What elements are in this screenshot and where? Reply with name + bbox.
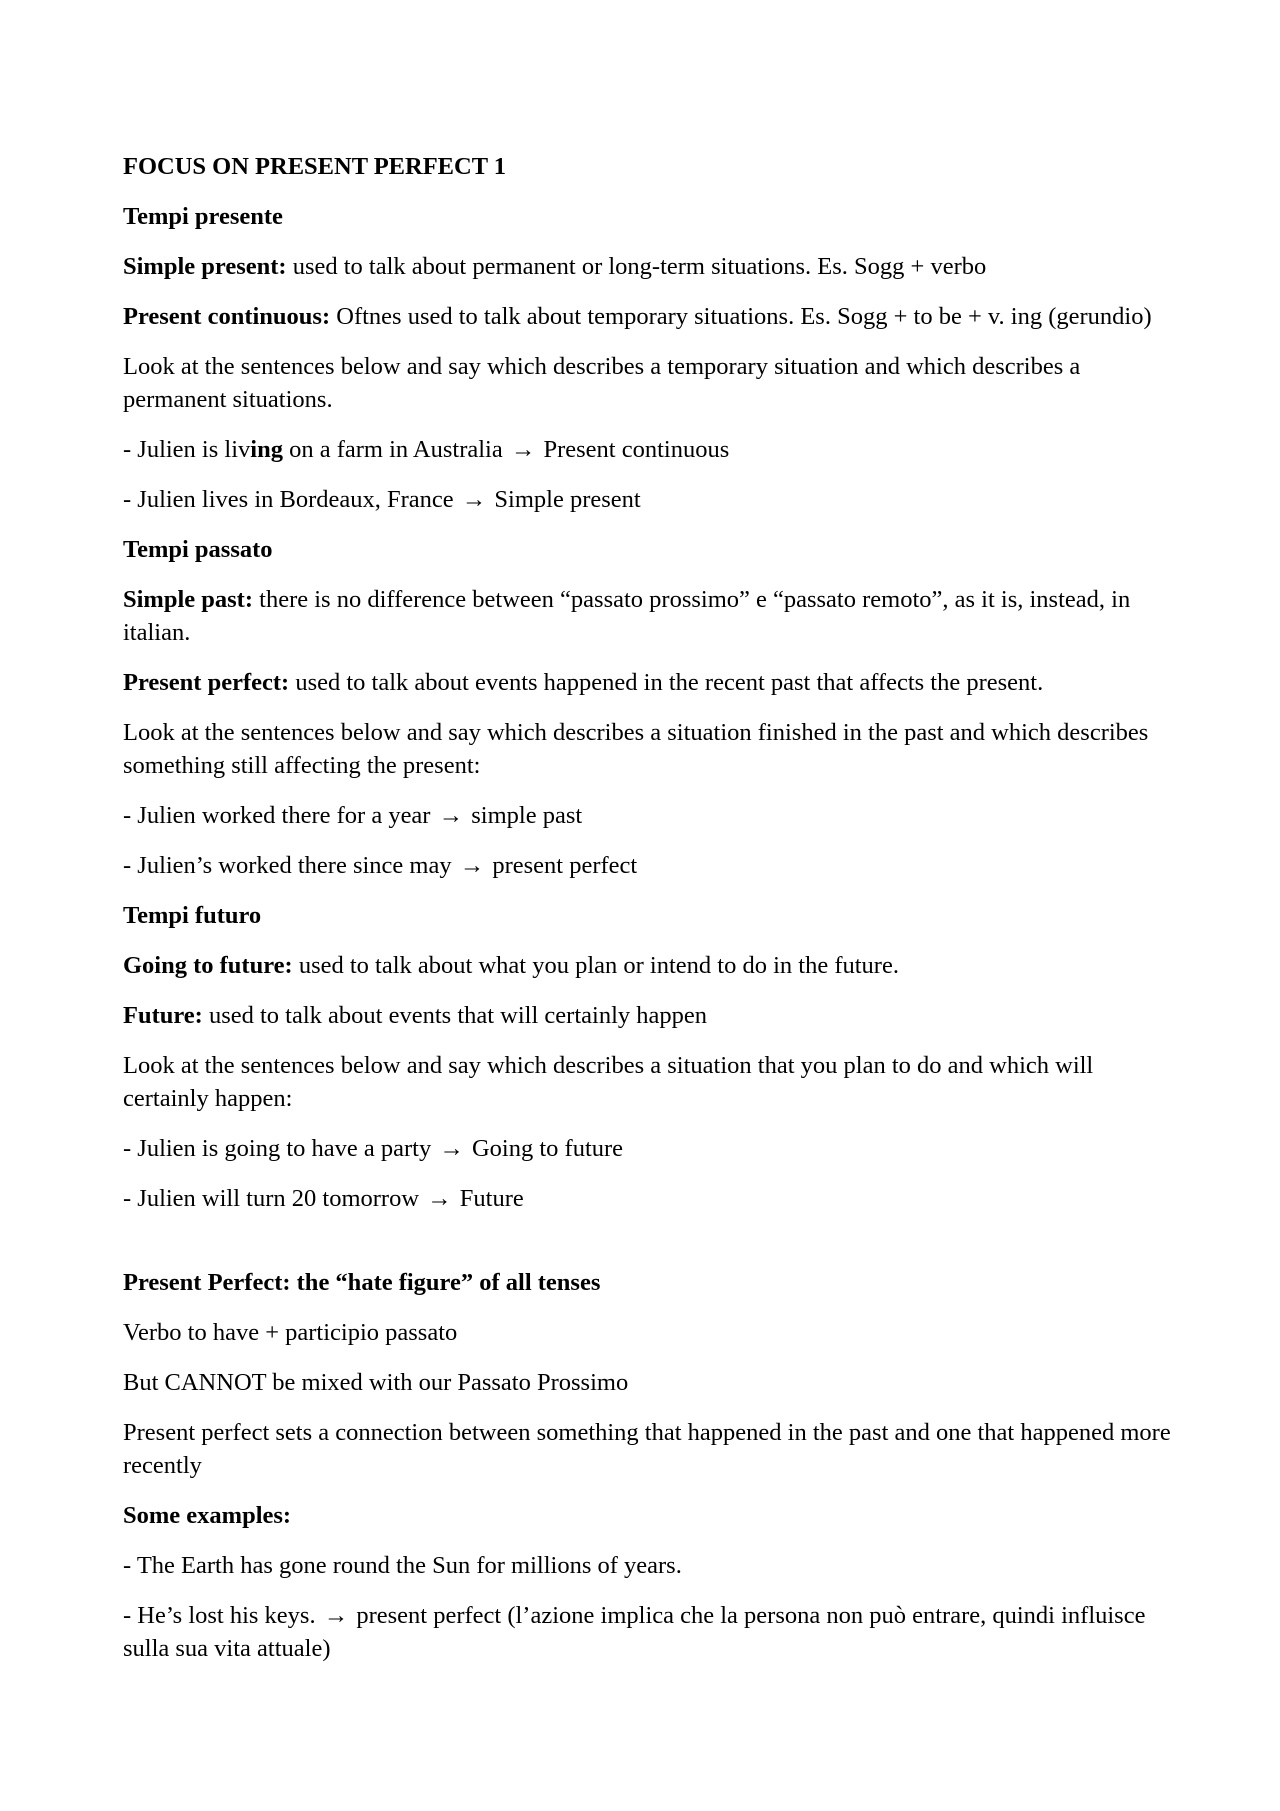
example-text: - Julien is liv [123, 436, 251, 463]
arrow-right-icon: → [427, 1185, 452, 1212]
pp-example-1: - The Earth has gone round the Sun for millions of years. [123, 1552, 682, 1579]
arrow-right-icon: → [461, 486, 487, 513]
section-heading-present-perfect: Present Perfect: the “hate figure” of all tenses [123, 1269, 601, 1296]
examples-heading: Some examples: [123, 1502, 292, 1529]
example-emphasis: ing [250, 436, 283, 463]
arrow-right-icon: → [510, 436, 536, 463]
example-answer: Present continuous [537, 436, 730, 463]
arrow-right-icon: → [459, 852, 485, 879]
pp-example-2 [123, 1599, 1173, 1665]
going-to-future-definition [123, 949, 1173, 982]
document-page [123, 150, 1173, 1682]
future-text: used to talk about events that will certainly happen [202, 1002, 707, 1029]
simple-present-term: Simple present: [123, 253, 287, 280]
section-spacer [123, 1232, 1173, 1266]
present-example-1 [123, 433, 1173, 466]
example-answer: Future [453, 1185, 524, 1212]
present-perfect-formula: Verbo to have + participio passato [123, 1319, 458, 1346]
future-exercise-instructions: Look at the sentences below and say which describes a situation that you plan to do and which will certainly happen: [123, 1052, 1094, 1112]
present-example-2 [123, 483, 1173, 516]
past-example-1 [123, 799, 1173, 832]
example-text: on a farm in Australia [282, 436, 509, 463]
future-definition [123, 999, 1173, 1032]
arrow-right-icon: → [323, 1602, 349, 1629]
example-text: - He’s lost his keys. [123, 1602, 322, 1629]
present-perfect-term: Present perfect: [123, 669, 290, 696]
present-continuous-term: Present continuous: [123, 303, 331, 330]
simple-past-definition [123, 583, 1173, 649]
section-heading-past: Tempi passato [123, 536, 273, 563]
example-answer: present perfect [486, 852, 638, 879]
example-answer: Simple present [488, 486, 641, 513]
present-perfect-description: Present perfect sets a connection between something that happened in the past and one that happened more recently [123, 1419, 1171, 1479]
example-text: - Julien is going to have a party [123, 1135, 438, 1162]
example-text: - Julien lives in Bordeaux, France [123, 486, 460, 513]
example-answer: simple past [465, 802, 583, 829]
simple-present-text: used to talk about permanent or long-term situations. Es. Sogg + verbo [286, 253, 987, 280]
past-exercise-instructions: Look at the sentences below and say which describes a situation finished in the past and which describes something still affecting the present: [123, 719, 1149, 779]
past-example-2 [123, 849, 1173, 882]
document-title: FOCUS ON PRESENT PERFECT 1 [123, 153, 506, 180]
example-text: - Julien will turn 20 tomorrow [123, 1185, 426, 1212]
present-exercise-instructions: Look at the sentences below and say which describes a temporary situation and which describes a permanent situations. [123, 353, 1081, 413]
going-to-future-term: Going to future: [123, 952, 293, 979]
future-term: Future: [123, 1002, 203, 1029]
going-to-future-text: used to talk about what you plan or intend to do in the future. [292, 952, 899, 979]
example-answer: present perfect (l’azione implica che la persona non può entrare, quindi influisce sulla sua vita attuale) [123, 1602, 1146, 1662]
future-example-1 [123, 1132, 1173, 1165]
arrow-right-icon: → [439, 1135, 464, 1162]
present-perfect-text: used to talk about events happened in the recent past that affects the present. [289, 669, 1044, 696]
arrow-right-icon: → [438, 802, 464, 829]
simple-past-text: there is no difference between “passato prossimo” e “passato remoto”, as it is, instead, in italian. [123, 586, 1131, 646]
future-example-2 [123, 1182, 1173, 1215]
section-heading-future: Tempi futuro [123, 902, 262, 929]
present-perfect-definition [123, 666, 1173, 699]
simple-present-definition [123, 250, 1173, 283]
present-continuous-definition [123, 300, 1173, 333]
example-text: - Julien worked there for a year [123, 802, 437, 829]
example-text: - Julien’s worked there since may [123, 852, 458, 879]
present-continuous-text: Oftnes used to talk about temporary situations. Es. Sogg + to be + v. ing (gerundio) [330, 303, 1152, 330]
present-perfect-warning: But CANNOT be mixed with our Passato Prossimo [123, 1369, 629, 1396]
section-heading-present: Tempi presente [123, 203, 283, 230]
simple-past-term: Simple past: [123, 586, 254, 613]
example-answer: Going to future [465, 1135, 624, 1162]
